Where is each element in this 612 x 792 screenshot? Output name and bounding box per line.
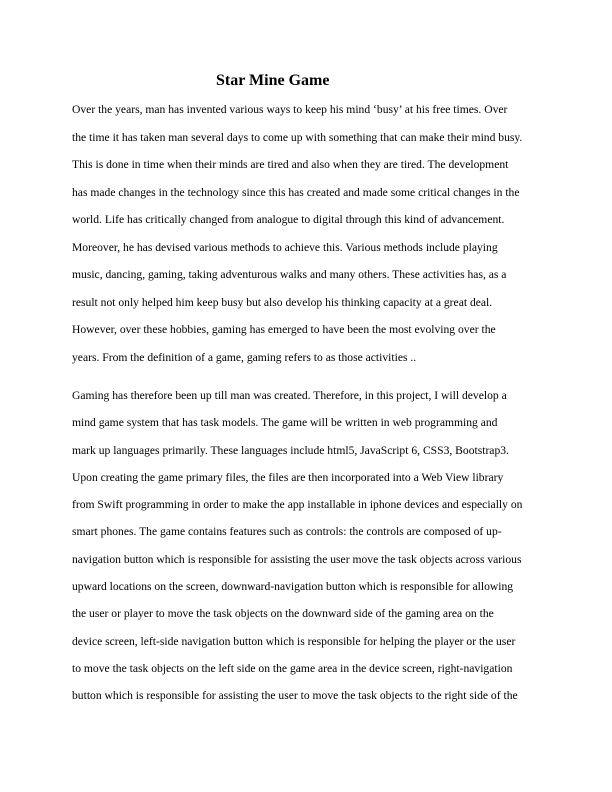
paragraph-line: Upon creating the game primary files, the files are then incorporated into a Web View library bbox=[72, 470, 504, 484]
paragraph-line: years. From the definition of a game, gaming refers to as those activities .. bbox=[72, 350, 417, 364]
paragraph-line: Gaming has therefore been up till man was created. Therefore, in this project, I will develop a bbox=[72, 389, 507, 402]
paragraph-line: from Swift programming in order to make the app installable in iphone devices and especially on bbox=[72, 498, 523, 512]
paragraph-line: world. Life has critically changed from analogue to digital through this kind of advancement. bbox=[72, 213, 505, 226]
paragraph-2 bbox=[72, 386, 552, 714]
paragraph-line: result not only helped him keep busy but also develop his thinking capacity at a great deal. bbox=[72, 295, 493, 309]
paragraph-line: mind game system that has task models. The game will be written in web programming and bbox=[72, 416, 498, 430]
paragraph-line: upward locations on the screen, downward-navigation button which is responsible for allowing bbox=[72, 580, 514, 594]
paragraph-line: smart phones. The game contains features such as controls: the controls are composed of up- bbox=[72, 525, 502, 539]
paragraph-line: mark up languages primarily. These languages include html5, JavaScript 6, CSS3, Bootstrap3. bbox=[72, 443, 509, 457]
paragraph-line: device screen, left-side navigation button which is responsible for helping the player or the user bbox=[72, 634, 516, 648]
paragraph-line: to move the task objects on the left side on the game area in the device screen, right-navigation bbox=[72, 661, 513, 675]
paragraph-line: has made changes in the technology since this has created and made some critical changes in the bbox=[72, 185, 520, 199]
paragraph-line: button which is responsible for assisting the user to move the task objects to the right side of the bbox=[72, 689, 518, 703]
paragraph-line: Moreover, he has devised various methods to achieve this. Various methods include playing bbox=[72, 240, 498, 254]
paragraph-line: Over the years, man has invented various ways to keep his mind ‘busy’ at his free times. Over bbox=[72, 103, 508, 116]
paragraph-line: navigation button which is responsible for assisting the user move the task objects across various bbox=[72, 552, 522, 566]
paragraph-line: music, dancing, gaming, taking adventurous walks and many others. These activities has, as a bbox=[72, 268, 507, 281]
paragraph-line: This is done in time when their minds are tired and also when they are tired. The development bbox=[72, 158, 509, 171]
paragraph-1 bbox=[72, 100, 552, 375]
paragraph-line: However, over these hobbies, gaming has emerged to have been the most evolving over the bbox=[72, 323, 496, 336]
paragraph-line: the user or player to move the task objects on the downward side of the gaming area on the bbox=[72, 607, 494, 621]
document-title: Star Mine Game bbox=[216, 72, 330, 89]
paragraph-line: the time it has taken man several days to come up with something that can make their mind busy. bbox=[72, 130, 523, 144]
